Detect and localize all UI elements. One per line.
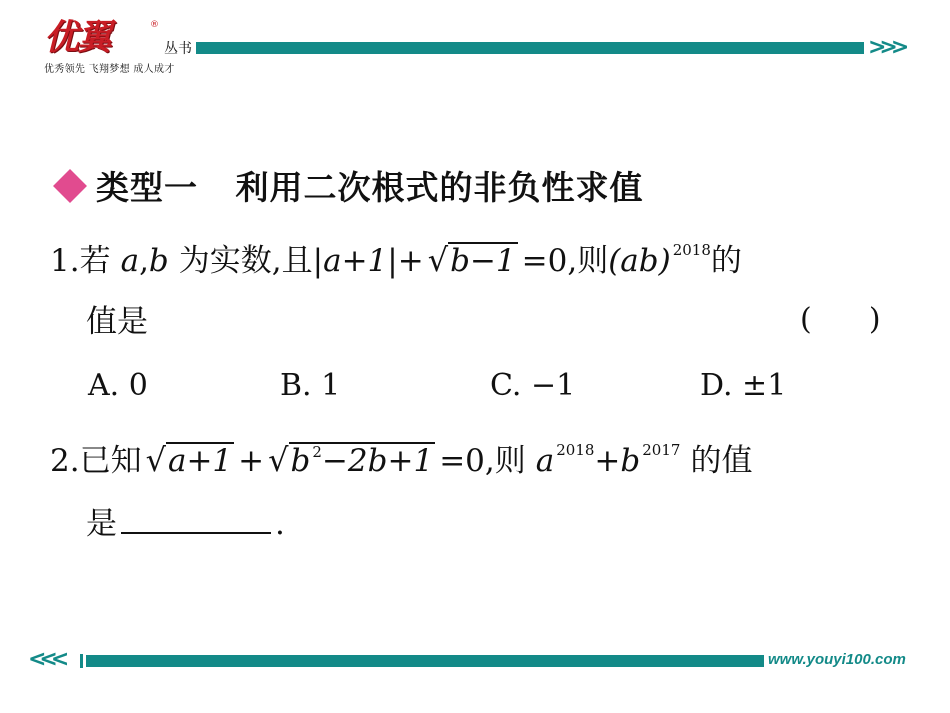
- q2-text: 已知: [79, 443, 142, 479]
- header-bar: [196, 42, 864, 54]
- sqrt-radicand: a+1: [167, 443, 233, 479]
- q1-text: 为实数,且: [178, 243, 313, 279]
- chevron-right-icon: >>>: [868, 35, 903, 60]
- answer-bracket: ( ): [800, 302, 881, 337]
- sqrt-expression-1: [146, 440, 235, 480]
- q1-text: 值是: [86, 304, 148, 340]
- plus-sign: +: [238, 443, 265, 479]
- q2-text: 的值: [690, 443, 753, 479]
- equals-text: =0,则: [521, 243, 609, 279]
- var-b: b: [148, 243, 169, 279]
- section-heading: [50, 162, 643, 209]
- sqrt-expression: [428, 240, 518, 280]
- registered-mark: ®: [150, 20, 159, 30]
- abs-expression: |a+1|: [312, 243, 398, 279]
- ab-exponent: 2018: [672, 241, 711, 259]
- sqrt-expression-2: [268, 440, 435, 483]
- option-d: D. ±1: [700, 368, 787, 403]
- comma: ,: [139, 243, 149, 279]
- q1-text: 若: [79, 243, 111, 279]
- answer-blank[interactable]: [121, 504, 271, 534]
- question-1-line-1: [50, 240, 742, 286]
- b-exponent: 2: [312, 443, 322, 461]
- radical-icon: √: [145, 441, 166, 479]
- q2-number: 2.: [50, 443, 80, 479]
- q1-number: 1.: [50, 243, 80, 279]
- option-a: A. 0: [88, 368, 148, 403]
- sqrt-radicand: b−1: [450, 243, 516, 279]
- option-c: C. −1: [490, 368, 576, 403]
- sqrt-rest: −2b+1: [321, 443, 434, 479]
- question-2-line-2: [86, 504, 285, 544]
- plus-sign: +: [594, 443, 621, 479]
- ab-expression: (ab): [608, 243, 671, 279]
- plus-sign: +: [397, 243, 424, 279]
- option-b: B. 1: [280, 368, 341, 403]
- radical-icon: √: [427, 241, 449, 279]
- q2-text: 是: [86, 506, 117, 542]
- question-1-line-2: [86, 302, 148, 342]
- var-a: a: [535, 443, 555, 479]
- var-b: b: [290, 443, 311, 479]
- question-2-line-1: [50, 440, 752, 486]
- section-title: 类型一 利用二次根式的非负性求值: [96, 168, 644, 207]
- q1-text: 的: [710, 243, 742, 279]
- brand-logo: [44, 18, 204, 76]
- chevron-left-icon: <<<: [28, 647, 63, 672]
- radical-icon: √: [268, 441, 289, 479]
- logo-text: 优翼: [44, 18, 111, 58]
- logo-slogan: 优秀领先 飞翔梦想 成人成才: [44, 64, 175, 75]
- var-a: a: [120, 243, 140, 279]
- footer-bar: [86, 655, 764, 667]
- sqrt-radicand: [289, 442, 436, 483]
- period: .: [275, 506, 285, 542]
- logo-series: 丛书: [164, 41, 192, 57]
- equals-text: =0,则: [439, 443, 526, 479]
- footer-bar-tick: [80, 654, 83, 668]
- a-exponent: 2018: [556, 441, 595, 459]
- var-b: b: [620, 443, 641, 479]
- diamond-bullet-icon: [53, 169, 87, 203]
- site-url[interactable]: www.youyi100.com: [768, 651, 906, 668]
- b-exponent: 2017: [642, 441, 681, 459]
